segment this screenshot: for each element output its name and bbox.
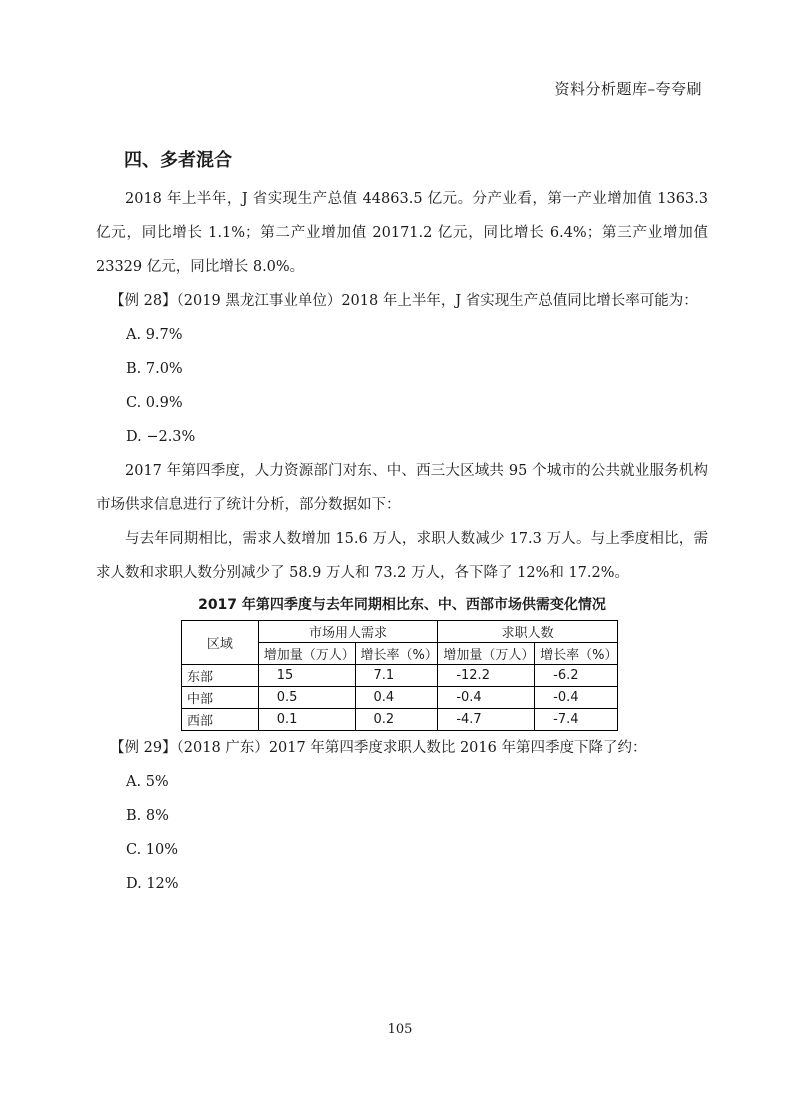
value-cell: -12.2 — [438, 665, 535, 687]
value-cell: 0.2 — [355, 709, 438, 731]
question-29: 【例 29】（2018 广东）2017 年第四季度求职人数比 2016 年第四季度下降了约： — [110, 740, 647, 756]
region-cell: 西部 — [182, 709, 259, 731]
region-cell: 东部 — [182, 665, 259, 687]
table-row — [182, 665, 618, 687]
value-cell: -4.7 — [438, 709, 535, 731]
passage-employment-detail: 与去年同期相比，需求人数增加 15.6 万人，求职人数减少 17.3 万人。与上季度相比，需求人数和求职人数分别减少了 58.9 万人和 73.2 万人，各下降了 12%和 17.2%。 — [96, 531, 708, 581]
value-cell: 0.1 — [258, 709, 355, 731]
region-header: 区域 — [182, 621, 259, 665]
page-number: 105 — [387, 1022, 413, 1037]
question-28-option-a: A. 9.7% — [126, 327, 183, 343]
demand-group-header: 市场用人需求 — [258, 621, 438, 643]
question-28-option-d: D. −2.3% — [126, 429, 196, 445]
passage-employment-intro: 2017 年第四季度，人力资源部门对东、中、西三大区域共 95 个城市的公共就业服务机构市场供求信息进行了统计分析，部分数据如下： — [96, 463, 708, 513]
value-cell: -7.4 — [535, 709, 618, 731]
table-header-row — [182, 621, 618, 643]
sub-header: 增加量（万人） — [438, 643, 535, 665]
sub-header: 增加量（万人） — [258, 643, 355, 665]
question-28-option-b: B. 7.0% — [126, 361, 183, 377]
question-29-option-a: A. 5% — [126, 774, 169, 790]
table-row — [182, 687, 618, 709]
supply-demand-table — [181, 620, 618, 731]
value-cell: 15 — [258, 665, 355, 687]
sub-header: 增长率（%） — [535, 643, 618, 665]
question-29-option-d: D. 12% — [126, 876, 179, 892]
question-29-option-b: B. 8% — [126, 808, 169, 824]
value-cell: -6.2 — [535, 665, 618, 687]
value-cell: 0.5 — [258, 687, 355, 709]
question-28-option-c: C. 0.9% — [126, 395, 183, 411]
question-28: 【例 28】（2019 黑龙江事业单位）2018 年上半年，J 省实现生产总值同比增长率可能为： — [110, 293, 698, 309]
passage-gdp: 2018 年上半年，J 省实现生产总值 44863.5 亿元。分产业看，第一产业增加值 1363.3 亿元，同比增长 1.1%；第二产业增加值 20171.2 亿元，同比增长 6.4%；第三产业增加值 23329 亿元，同比增长 8.0%。 — [96, 191, 708, 275]
value-cell: -0.4 — [535, 687, 618, 709]
main-content — [96, 148, 708, 901]
question-29-option-c: C. 10% — [126, 842, 179, 858]
page-header-title: 资料分析题库–夸夸刷 — [554, 80, 702, 98]
jobseeker-group-header: 求职人数 — [438, 621, 618, 643]
table-caption: 2017 年第四季度与去年同期相比东、中、西部市场供需变化情况 — [198, 597, 606, 613]
table-row — [182, 709, 618, 731]
sub-header: 增长率（%） — [355, 643, 438, 665]
value-cell: 7.1 — [355, 665, 438, 687]
region-cell: 中部 — [182, 687, 259, 709]
value-cell: 0.4 — [355, 687, 438, 709]
section-title: 四、多者混合 — [124, 150, 232, 171]
value-cell: -0.4 — [438, 687, 535, 709]
